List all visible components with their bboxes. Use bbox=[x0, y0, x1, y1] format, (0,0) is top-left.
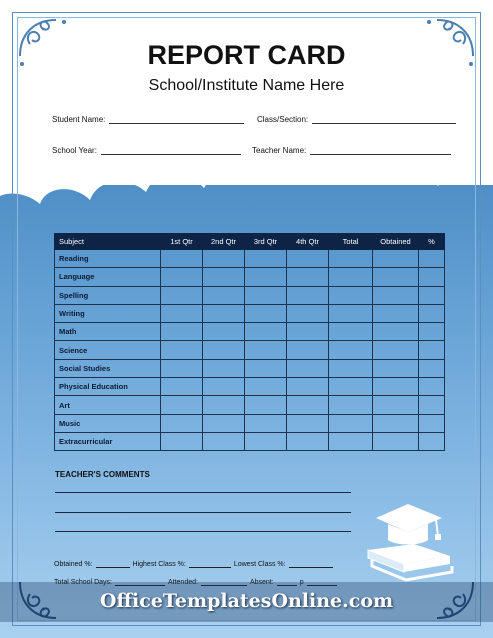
grade-cell[interactable] bbox=[203, 286, 245, 304]
school-year-label: School Year: bbox=[52, 146, 97, 155]
grade-cell[interactable] bbox=[161, 268, 203, 286]
lowest-class-line[interactable] bbox=[289, 560, 333, 568]
column-header: 4th Qtr bbox=[287, 234, 329, 250]
grade-cell[interactable] bbox=[373, 414, 419, 432]
grade-cell[interactable] bbox=[245, 286, 287, 304]
grade-cell[interactable] bbox=[203, 341, 245, 359]
comment-line[interactable] bbox=[55, 531, 351, 532]
grade-cell[interactable] bbox=[161, 250, 203, 268]
grade-cell[interactable] bbox=[287, 378, 329, 396]
class-section-line[interactable] bbox=[312, 115, 456, 124]
table-row bbox=[55, 304, 445, 322]
grade-cell[interactable] bbox=[245, 396, 287, 414]
grade-cell[interactable] bbox=[419, 414, 445, 432]
table-row bbox=[55, 359, 445, 377]
grade-cell[interactable] bbox=[161, 378, 203, 396]
grade-cell[interactable] bbox=[329, 286, 373, 304]
grade-cell[interactable] bbox=[373, 432, 419, 450]
grade-cell[interactable] bbox=[419, 378, 445, 396]
absent-suffix: p bbox=[299, 579, 304, 586]
grade-cell[interactable] bbox=[329, 304, 373, 322]
student-name-line[interactable] bbox=[109, 115, 244, 124]
grade-cell[interactable] bbox=[245, 341, 287, 359]
column-header: 3rd Qtr bbox=[245, 234, 287, 250]
grade-cell[interactable] bbox=[419, 268, 445, 286]
grade-cell[interactable] bbox=[287, 396, 329, 414]
table-row bbox=[55, 432, 445, 450]
watermark-text: OfficeTemplatesOnline.com bbox=[99, 590, 394, 612]
grade-cell[interactable] bbox=[287, 304, 329, 322]
grade-cell[interactable] bbox=[373, 341, 419, 359]
subject-cell: Art bbox=[55, 396, 161, 414]
table-row bbox=[55, 286, 445, 304]
grade-cell[interactable] bbox=[203, 378, 245, 396]
grade-cell[interactable] bbox=[419, 250, 445, 268]
grade-cell[interactable] bbox=[419, 341, 445, 359]
grade-cell[interactable] bbox=[329, 378, 373, 396]
grade-cell[interactable] bbox=[329, 414, 373, 432]
column-header: 1st Qtr bbox=[161, 234, 203, 250]
grade-cell[interactable] bbox=[419, 323, 445, 341]
grade-cell[interactable] bbox=[245, 304, 287, 322]
grade-cell[interactable] bbox=[287, 341, 329, 359]
grade-cell[interactable] bbox=[419, 432, 445, 450]
subject-cell: Reading bbox=[55, 250, 161, 268]
grade-cell[interactable] bbox=[287, 359, 329, 377]
highest-class-label: Highest Class %: bbox=[132, 561, 186, 568]
school-year-line[interactable] bbox=[101, 146, 241, 155]
grade-cell[interactable] bbox=[287, 268, 329, 286]
teacher-name-field[interactable] bbox=[252, 146, 451, 155]
grade-cell[interactable] bbox=[329, 268, 373, 286]
grade-cell[interactable] bbox=[419, 359, 445, 377]
grade-cell[interactable] bbox=[287, 323, 329, 341]
attended-label: Attended: bbox=[167, 579, 198, 586]
grade-cell[interactable] bbox=[161, 396, 203, 414]
teachers-comments-label: TEACHER'S COMMENTS bbox=[55, 470, 150, 479]
table-row bbox=[55, 396, 445, 414]
grade-cell[interactable] bbox=[203, 432, 245, 450]
grade-cell[interactable] bbox=[245, 432, 287, 450]
grade-cell[interactable] bbox=[161, 304, 203, 322]
grade-cell[interactable] bbox=[161, 323, 203, 341]
grade-cell[interactable] bbox=[373, 286, 419, 304]
teacher-name-label: Teacher Name: bbox=[252, 146, 307, 155]
grade-cell[interactable] bbox=[203, 268, 245, 286]
subject-cell: Spelling bbox=[55, 286, 161, 304]
grade-cell[interactable] bbox=[161, 341, 203, 359]
grade-cell[interactable] bbox=[287, 286, 329, 304]
grade-cell[interactable] bbox=[373, 323, 419, 341]
teacher-name-line[interactable] bbox=[310, 146, 451, 155]
grade-cell[interactable] bbox=[245, 268, 287, 286]
column-header: Obtained bbox=[373, 234, 419, 250]
grade-cell[interactable] bbox=[329, 359, 373, 377]
grade-cell[interactable] bbox=[419, 396, 445, 414]
table-row bbox=[55, 341, 445, 359]
grade-cell[interactable] bbox=[373, 250, 419, 268]
subject-cell: Social Studies bbox=[55, 359, 161, 377]
grade-cell[interactable] bbox=[203, 359, 245, 377]
grade-cell[interactable] bbox=[161, 414, 203, 432]
column-header: 2nd Qtr bbox=[203, 234, 245, 250]
grade-cell[interactable] bbox=[287, 250, 329, 268]
subject-cell: Extracurricular bbox=[55, 432, 161, 450]
class-section-label: Class/Section: bbox=[257, 115, 309, 124]
grade-cell[interactable] bbox=[161, 432, 203, 450]
grade-cell[interactable] bbox=[245, 250, 287, 268]
grade-cell[interactable] bbox=[203, 323, 245, 341]
grade-cell[interactable] bbox=[373, 378, 419, 396]
grade-cell[interactable] bbox=[203, 414, 245, 432]
comment-line[interactable] bbox=[55, 512, 351, 513]
grade-cell[interactable] bbox=[287, 432, 329, 450]
subject-cell: Math bbox=[55, 323, 161, 341]
lowest-class-label: Lowest Class %: bbox=[233, 561, 286, 568]
grade-cell[interactable] bbox=[245, 414, 287, 432]
obtained-pct-line[interactable] bbox=[96, 560, 130, 568]
table-row bbox=[55, 323, 445, 341]
grade-cell[interactable] bbox=[203, 250, 245, 268]
school-name: School/Institute Name Here bbox=[148, 77, 345, 94]
book-icon bbox=[368, 544, 452, 580]
grade-cell[interactable] bbox=[419, 304, 445, 322]
grades-table bbox=[54, 233, 445, 451]
student-name-label: Student Name: bbox=[52, 115, 106, 124]
comment-line[interactable] bbox=[55, 492, 351, 493]
grade-cell[interactable] bbox=[419, 286, 445, 304]
subject-cell: Physical Education bbox=[55, 378, 161, 396]
column-header: Subject bbox=[55, 234, 161, 250]
grade-cell[interactable] bbox=[203, 396, 245, 414]
grade-cell[interactable] bbox=[245, 323, 287, 341]
table-row bbox=[55, 414, 445, 432]
subject-cell: Music bbox=[55, 414, 161, 432]
grade-cell[interactable] bbox=[203, 304, 245, 322]
student-name-field[interactable] bbox=[52, 115, 244, 124]
grade-cell[interactable] bbox=[373, 268, 419, 286]
subject-cell: Writing bbox=[55, 304, 161, 322]
school-year-field[interactable] bbox=[52, 146, 241, 155]
subject-cell: Language bbox=[55, 268, 161, 286]
grade-cell[interactable] bbox=[329, 432, 373, 450]
grade-cell[interactable] bbox=[161, 359, 203, 377]
table-row bbox=[55, 268, 445, 286]
table-row bbox=[55, 250, 445, 268]
grade-cell[interactable] bbox=[329, 323, 373, 341]
obtained-pct-label: Obtained %: bbox=[54, 561, 93, 568]
grade-cell[interactable] bbox=[245, 378, 287, 396]
grade-cell[interactable] bbox=[329, 341, 373, 359]
table-header-row bbox=[55, 234, 445, 250]
table-row bbox=[55, 378, 445, 396]
column-header: Total bbox=[329, 234, 373, 250]
subject-cell: Science bbox=[55, 341, 161, 359]
class-section-field[interactable] bbox=[257, 115, 456, 124]
graduation-cap-icon bbox=[358, 500, 458, 582]
grade-cell[interactable] bbox=[329, 396, 373, 414]
grade-cell[interactable] bbox=[373, 304, 419, 322]
grade-cell[interactable] bbox=[245, 359, 287, 377]
grade-cell[interactable] bbox=[373, 359, 419, 377]
total-school-days-label: Total School Days: bbox=[54, 579, 112, 586]
page-title: REPORT CARD bbox=[147, 40, 346, 70]
grade-cell[interactable] bbox=[287, 414, 329, 432]
column-header: % bbox=[419, 234, 445, 250]
obtained-pct-field[interactable] bbox=[54, 560, 336, 568]
grade-cell[interactable] bbox=[373, 396, 419, 414]
grade-cell[interactable] bbox=[161, 286, 203, 304]
grade-cell[interactable] bbox=[329, 250, 373, 268]
absent-label: Absent: bbox=[249, 579, 274, 586]
highest-class-line[interactable] bbox=[189, 560, 231, 568]
